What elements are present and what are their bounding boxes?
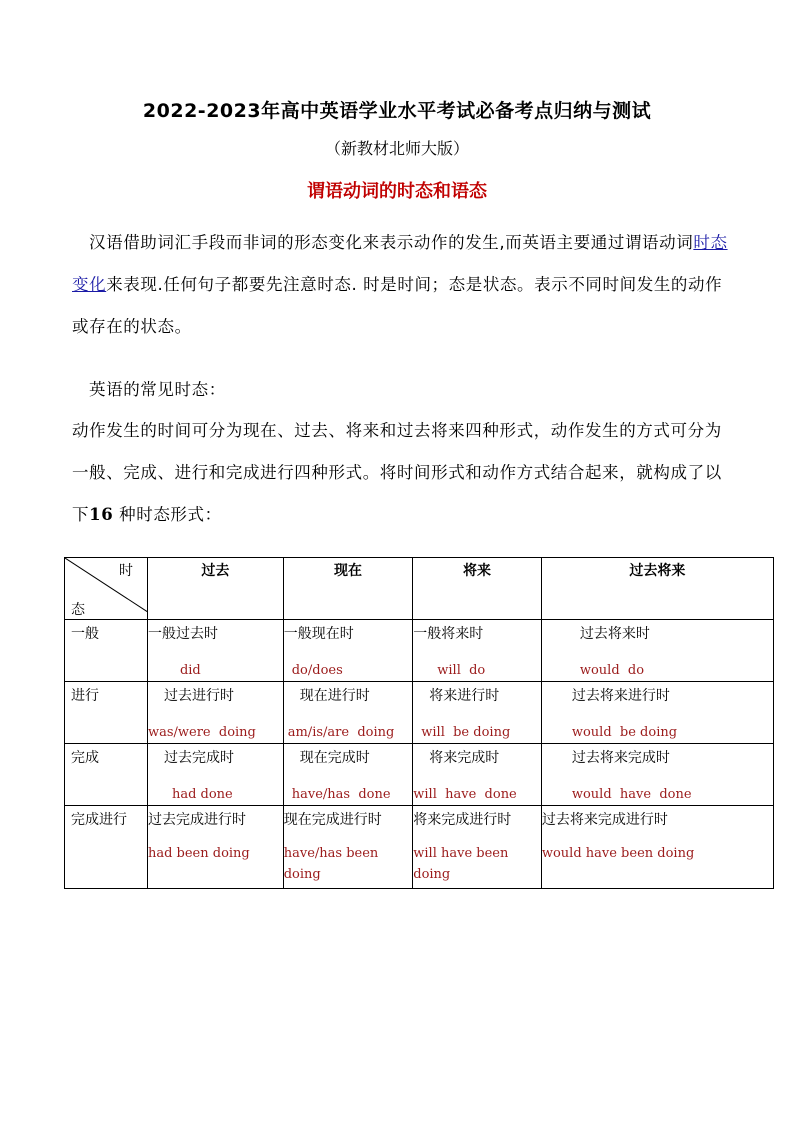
table-cell [413, 806, 542, 889]
header-cell [541, 558, 773, 620]
tense-name: 过去完成时 [163, 750, 234, 766]
explanation-text-part2: 种时态形式： [113, 505, 222, 524]
table-corner-cell [65, 558, 148, 620]
header-present: 现在 [333, 563, 362, 579]
tense-name: 现在完成进行时 [283, 812, 382, 828]
common-tenses-heading: 英语的常见时态： [89, 380, 226, 399]
intro-text-part1: 汉语借助词汇手段而非词的形态变化来表示动作的发生,而英语主要通过谓语动词 [89, 233, 694, 252]
table-cell [541, 620, 773, 682]
tense-form: will have done [413, 787, 517, 802]
tense-form: have/has been doing [283, 846, 379, 882]
table-row [65, 806, 774, 889]
table-row [65, 682, 774, 744]
table-cell [147, 620, 283, 682]
row-label: 完成进行 [71, 812, 127, 828]
intro-paragraph [72, 222, 728, 348]
tense-form: do/does [291, 663, 343, 678]
tense-form: would be doing [571, 725, 678, 740]
corner-label-time: 时 [118, 563, 133, 579]
corner-label-state: 态 [71, 602, 85, 618]
page-title: 2022-2023年高中英语学业水平考试必备考点归纳与测试 [142, 100, 652, 122]
header-cell [147, 558, 283, 620]
tense-name: 现在完成时 [299, 750, 370, 766]
row-label-cell [65, 620, 148, 682]
row-label: 进行 [71, 688, 99, 704]
header-cell [413, 558, 542, 620]
tense-name: 过去将来时 [579, 626, 650, 642]
table-cell [413, 682, 542, 744]
tense-name: 过去进行时 [163, 688, 234, 704]
tense-change-link[interactable]: 时态变化 [72, 233, 728, 294]
tense-name: 一般现在时 [283, 626, 354, 642]
tense-name: 过去将来完成时 [571, 750, 670, 766]
header-future: 将来 [463, 563, 492, 579]
table-cell [147, 806, 283, 889]
tense-form: am/is/are doing [287, 725, 395, 740]
table-cell [541, 682, 773, 744]
intro-text-part2: 来表现.任何句子都要先注意时态. 时是时间；态是状态。表示不同时间发生的动作或存在的状态。 [72, 275, 723, 336]
table-cell [541, 806, 773, 889]
table-cell [283, 682, 413, 744]
tense-explanation-paragraph [72, 410, 728, 536]
tense-table [64, 557, 774, 889]
row-label-cell [65, 744, 148, 806]
table-cell [283, 806, 413, 889]
tense-name: 过去将来进行时 [571, 688, 670, 704]
tense-form: will do [437, 663, 486, 678]
tense-form: will be doing [421, 725, 511, 740]
tense-name: 一般将来时 [413, 626, 484, 642]
tense-form: had done [171, 787, 233, 802]
tense-form: was/were doing [147, 725, 256, 740]
row-label-cell [65, 806, 148, 889]
tense-form: had been doing [147, 846, 250, 861]
table-cell [147, 744, 283, 806]
tense-name: 将来完成时 [429, 750, 500, 766]
row-label-cell [65, 682, 148, 744]
page-subtitle: （新教材北师大版） [324, 139, 469, 158]
tense-name: 过去将来完成进行时 [541, 812, 668, 828]
table-header-row [65, 558, 774, 620]
tense-form: would have been doing [541, 846, 695, 861]
tense-name: 将来进行时 [429, 688, 500, 704]
tense-name: 现在进行时 [299, 688, 370, 704]
tense-form: would do [579, 663, 645, 678]
tense-form: will have been doing [413, 846, 509, 882]
tense-name: 过去完成进行时 [147, 812, 246, 828]
table-cell [283, 620, 413, 682]
table-cell [541, 744, 773, 806]
table-cell [413, 744, 542, 806]
table-cell [283, 744, 413, 806]
row-label: 一般 [71, 626, 99, 642]
table-cell [413, 620, 542, 682]
table-cell [147, 682, 283, 744]
table-row [65, 744, 774, 806]
tense-form: did [179, 663, 201, 678]
tense-name: 将来完成进行时 [413, 812, 512, 828]
tense-name: 一般过去时 [147, 626, 218, 642]
tense-form: would have done [571, 787, 692, 802]
tense-count: 16 [89, 505, 114, 524]
explanation-text-part1: 动作发生的时间可分为现在、过去、将来和过去将来四种形式，动作发生的方式可分为一般、完成、进行和完成进行四种形式。将时间形式和动作方式结合起来，就构成了以下 [72, 421, 722, 524]
tense-form: have/has done [291, 787, 391, 802]
header-cell [283, 558, 413, 620]
header-past: 过去 [201, 563, 230, 579]
section-title: 谓语动词的时态和语态 [307, 181, 487, 202]
row-label: 完成 [71, 750, 99, 766]
header-past-future: 过去将来 [629, 563, 686, 579]
table-row [65, 620, 774, 682]
